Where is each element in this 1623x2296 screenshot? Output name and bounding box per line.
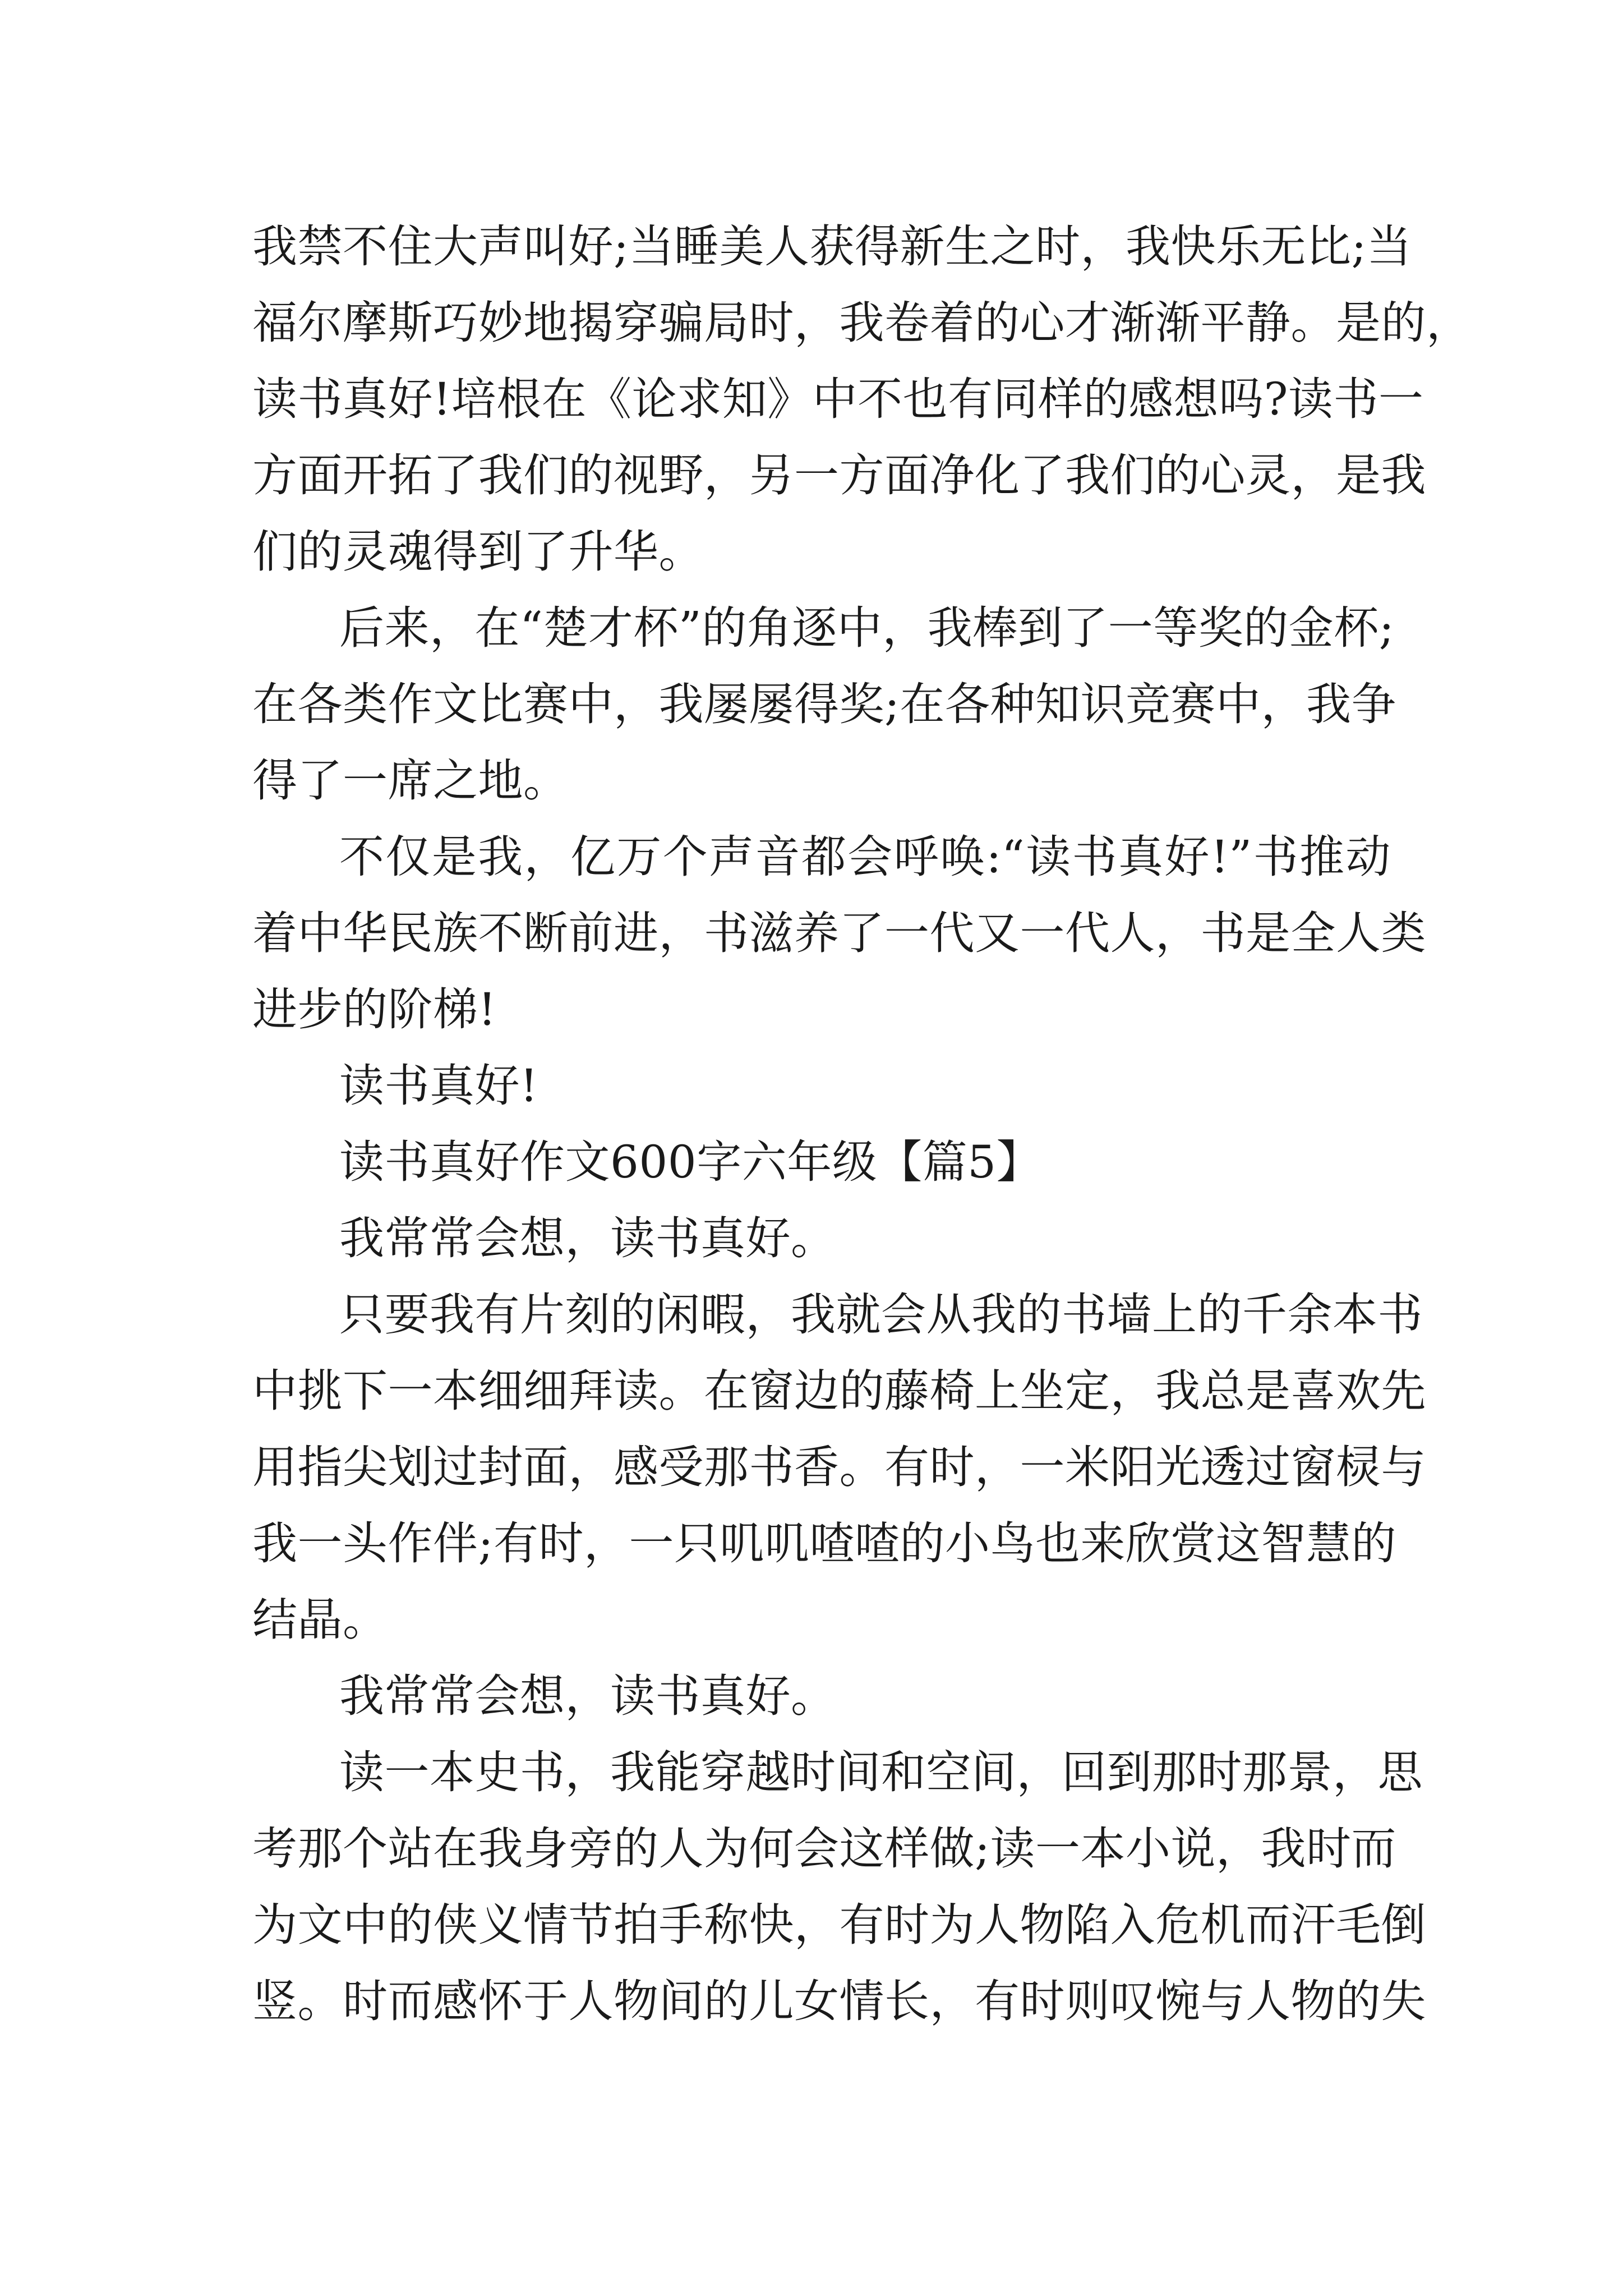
text-line: 我禁不住大声叫好;当睡美人获得新生之时，我快乐无比;当 — [252, 220, 1412, 273]
text-line: 结晶。 — [252, 1594, 388, 1646]
text-line: 读书真好作文600字六年级【篇5】 — [339, 1136, 1042, 1188]
text-line: 我常常会想，读书真好。 — [339, 1212, 836, 1264]
text-line: 读一本史书，我能穿越时间和空间，回到那时那景，思 — [339, 1746, 1423, 1798]
text-line: 中挑下一本细细拜读。在窗边的藤椅上坐定，我总是喜欢先 — [252, 1365, 1426, 1417]
text-line: 为文中的侠义情节拍手称快，有时为人物陷入危机而汗毛倒 — [252, 1899, 1426, 1951]
text-line: 得了一席之地。 — [252, 754, 569, 807]
text-line: 们的灵魂得到了升华。 — [252, 526, 704, 578]
text-line: 方面开拓了我们的视野，另一方面净化了我们的心灵，是我 — [252, 449, 1426, 501]
text-line: 福尔摩斯巧妙地揭穿骗局时，我卷着的心才渐渐平静。是的， — [252, 297, 1472, 349]
text-line: 读书真好!培根在《论求知》中不也有同样的感想吗?读书一 — [252, 373, 1424, 425]
text-line: 用指尖划过封面，感受那书香。有时，一米阳光透过窗棂与 — [252, 1441, 1426, 1493]
text-line: 后来，在“楚才杯”的角逐中，我棒到了一等奖的金杯; — [339, 602, 1395, 654]
text-line: 在各类作文比赛中，我屡屡得奖;在各种知识竞赛中，我争 — [252, 678, 1396, 730]
text-line: 着中华民族不断前进，书滋养了一代又一代人，书是全人类 — [252, 907, 1426, 959]
text-line: 我一头作伴;有时，一只叽叽喳喳的小鸟也来欣赏这智慧的 — [252, 1517, 1396, 1570]
text-line: 读书真好! — [339, 1060, 538, 1112]
text-line: 只要我有片刻的闲暇，我就会从我的书墙上的千余本书 — [339, 1289, 1423, 1341]
text-line: 不仅是我，亿万个声音都会呼唤:“读书真好!”书推动 — [339, 831, 1391, 883]
text-line: 考那个站在我身旁的人为何会这样做;读一本小说，我时而 — [252, 1823, 1396, 1875]
text-line: 我常常会想，读书真好。 — [339, 1670, 836, 1722]
text-line: 进步的阶梯! — [252, 983, 497, 1036]
text-line: 竖。时而感怀于人物间的儿女情长，有时则叹惋与人物的失 — [252, 1975, 1426, 2027]
